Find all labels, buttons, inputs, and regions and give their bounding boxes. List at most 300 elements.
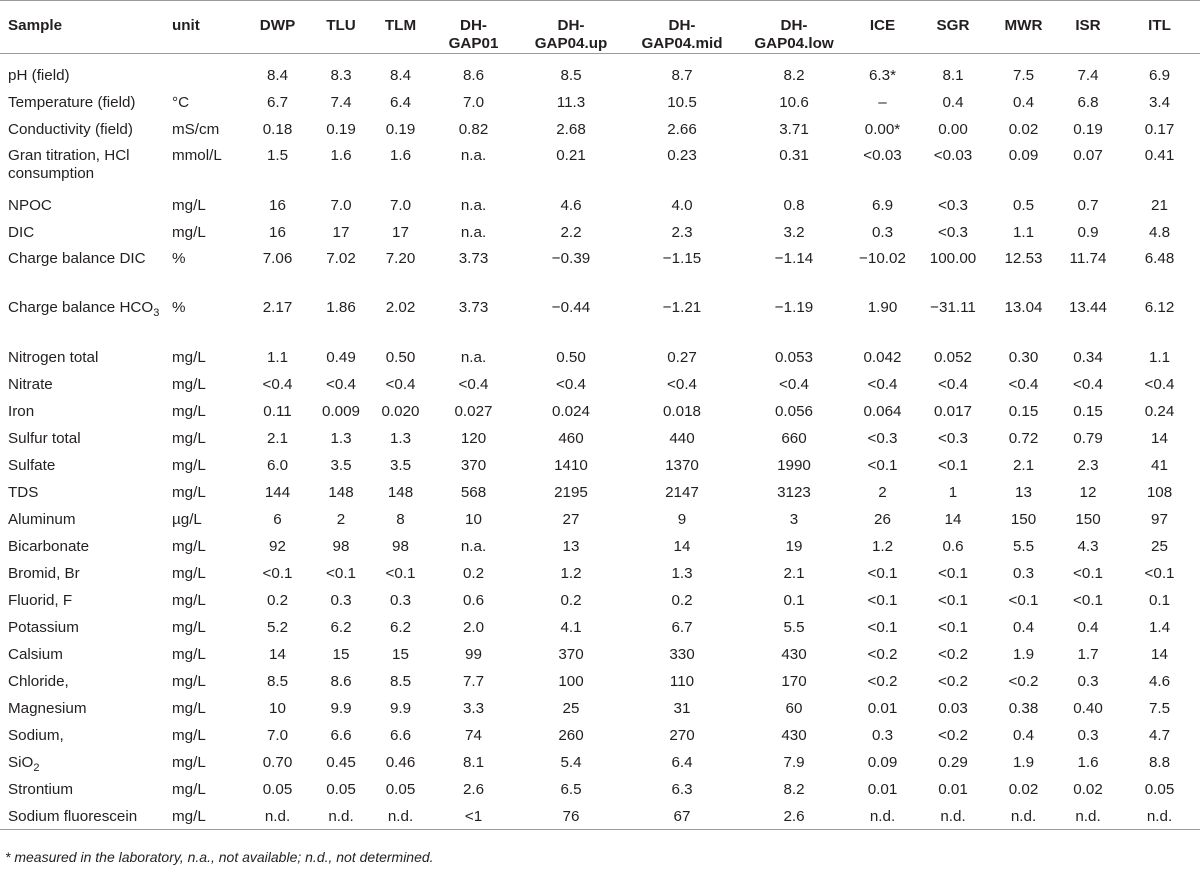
unit-cell: mg/L xyxy=(172,537,206,555)
value-cell: 148 xyxy=(328,483,354,501)
value-cell: 31 xyxy=(673,699,691,717)
value-cell: 6.5 xyxy=(560,780,582,798)
value-cell: 2.1 xyxy=(783,564,805,582)
value-cell: 60 xyxy=(785,699,803,717)
value-cell: 2.17 xyxy=(262,298,293,316)
table-row xyxy=(0,749,1200,776)
value-cell: 8.5 xyxy=(389,672,412,690)
value-cell: 1.90 xyxy=(867,298,898,316)
value-cell: 144 xyxy=(264,483,291,501)
value-cell: 4.0 xyxy=(671,196,693,214)
value-cell: 4.6 xyxy=(560,196,582,214)
value-cell: 0.41 xyxy=(1144,146,1175,164)
value-cell: 25 xyxy=(1151,537,1168,555)
unit-cell: mg/L xyxy=(172,348,206,366)
value-cell: 0.70 xyxy=(262,753,293,771)
table-row xyxy=(0,246,1200,295)
value-cell: 1.1 xyxy=(266,348,289,366)
parameter-name xyxy=(0,371,166,398)
parameter-name xyxy=(0,425,166,452)
value-cell: 10.6 xyxy=(779,93,809,111)
value-cell: 0.38 xyxy=(1008,699,1039,717)
value-cell: 2147 xyxy=(665,483,699,501)
value-cell: 3 xyxy=(789,510,799,528)
value-cell: 430 xyxy=(781,645,807,663)
value-cell: <0.4 xyxy=(779,375,809,393)
value-cell: n.d. xyxy=(1057,803,1119,830)
value-cell: 8.1 xyxy=(462,753,485,771)
value-cell: 25 xyxy=(562,699,580,717)
value-cell: 0.018 xyxy=(662,402,701,420)
value-cell: 0.6 xyxy=(462,591,485,609)
value-cell: n.a. xyxy=(460,223,487,241)
parameter-name xyxy=(0,246,166,295)
value-cell: 7.7 xyxy=(462,672,485,690)
value-cell: 2.3 xyxy=(1077,456,1099,474)
value-cell: 0.6 xyxy=(942,537,964,555)
unit-cell: mg/L xyxy=(172,402,206,420)
value-cell: <0.3 xyxy=(867,429,898,447)
value-cell: 0.01 xyxy=(938,780,968,798)
value-cell: 0.24 xyxy=(1144,402,1175,420)
unit-cell xyxy=(166,54,244,89)
unit-cell: mg/L xyxy=(172,780,206,798)
value-cell: 98 xyxy=(392,537,409,555)
value-cell: 41 xyxy=(1151,456,1168,474)
parameter-name xyxy=(0,695,166,722)
value-cell: n.d. xyxy=(1119,803,1200,830)
value-cell: <0.4 xyxy=(556,375,586,393)
parameter-name-text: NPOC xyxy=(8,196,52,214)
parameter-name-text: Fluorid, F xyxy=(8,591,73,609)
parameter-name-text: DIC xyxy=(8,223,35,241)
value-cell: <0.1 xyxy=(385,564,416,582)
table-row xyxy=(0,695,1200,722)
value-cell: 3.4 xyxy=(1148,93,1171,111)
value-cell: 0.05 xyxy=(385,780,416,798)
value-cell: 0.027 xyxy=(454,402,493,420)
parameter-name xyxy=(0,219,166,246)
value-cell: 1.6 xyxy=(389,146,412,164)
value-cell: <0.2 xyxy=(867,672,898,690)
value-cell: 8.8 xyxy=(1148,753,1171,771)
value-cell: <0.1 xyxy=(326,564,356,582)
value-cell: 0.40 xyxy=(1073,699,1103,717)
value-cell: 0.02 xyxy=(1008,120,1039,138)
value-cell: 0.009 xyxy=(321,402,360,420)
value-cell: 7.4 xyxy=(330,93,352,111)
value-cell: 170 xyxy=(781,672,807,690)
value-cell: 3123 xyxy=(777,483,811,501)
parameter-name-text: Conductivity (field) xyxy=(8,120,133,138)
parameter-name-text: Charge balance HCO xyxy=(8,298,154,316)
parameter-name xyxy=(0,116,166,143)
value-cell: 13.44 xyxy=(1068,298,1107,316)
value-cell: 14 xyxy=(1151,645,1168,663)
value-cell: 6.7 xyxy=(671,618,693,636)
header-row xyxy=(0,1,1200,54)
parameter-name-text: SiO xyxy=(8,753,34,771)
table-row xyxy=(0,54,1200,89)
value-cell: <0.4 xyxy=(1008,375,1039,393)
value-cell: 5.5 xyxy=(1012,537,1035,555)
value-cell: 3.73 xyxy=(458,249,489,267)
value-cell: 8.6 xyxy=(462,67,485,84)
table-row xyxy=(0,641,1200,668)
parameter-name-text: Sulfate xyxy=(8,456,56,474)
value-cell: 2.0 xyxy=(462,618,485,636)
value-cell: 13.04 xyxy=(1004,298,1043,316)
value-cell: <0.2 xyxy=(938,672,968,690)
value-cell: <0.2 xyxy=(867,645,898,663)
parameter-name xyxy=(0,560,166,587)
table-row xyxy=(0,398,1200,425)
value-cell: 0.01 xyxy=(867,780,898,798)
column-header: DH-GAP04.mid xyxy=(625,1,739,54)
value-cell: 110 xyxy=(669,672,695,690)
parameter-name-text: Strontium xyxy=(8,780,73,798)
parameter-name-text: pH (field) xyxy=(8,67,70,84)
value-cell: 15 xyxy=(332,645,350,663)
unit-cell: % xyxy=(172,249,186,267)
value-cell: n.d. xyxy=(916,803,990,830)
value-cell: 1.86 xyxy=(326,298,356,316)
parameter-name-text: Sulfur total xyxy=(8,429,81,447)
unit-cell: mg/L xyxy=(166,803,244,830)
value-cell: 99 xyxy=(465,645,482,663)
column-header: TLU xyxy=(311,1,371,54)
value-cell: 1.3 xyxy=(330,429,352,447)
value-cell: 2 xyxy=(336,510,346,528)
value-cell: −0.39 xyxy=(551,249,591,267)
table-row xyxy=(0,425,1200,452)
value-cell: 7.06 xyxy=(262,249,293,267)
value-cell: 0.00* xyxy=(864,120,901,138)
value-cell: 6.6 xyxy=(389,726,412,744)
value-cell: 5.2 xyxy=(266,618,289,636)
value-cell: 260 xyxy=(558,726,584,744)
value-cell: 0.056 xyxy=(774,402,813,420)
value-cell: 1410 xyxy=(554,456,588,474)
value-cell: 1 xyxy=(948,483,958,501)
value-cell: 6.2 xyxy=(389,618,412,636)
value-cell: <0.1 xyxy=(938,564,968,582)
value-cell: 148 xyxy=(387,483,414,501)
value-cell: 0.052 xyxy=(933,348,972,366)
value-cell: 92 xyxy=(269,537,286,555)
parameter-name xyxy=(0,614,166,641)
parameter-name xyxy=(0,803,166,830)
value-cell: 3.5 xyxy=(330,456,352,474)
value-cell: 6.4 xyxy=(389,93,412,111)
value-cell: 0.3 xyxy=(1077,726,1099,744)
value-cell: 0.053 xyxy=(774,348,813,366)
column-header: ITL xyxy=(1119,1,1200,54)
value-cell: 0.19 xyxy=(385,120,416,138)
parameter-name xyxy=(0,668,166,695)
value-cell: 0.07 xyxy=(1073,146,1103,164)
table-row xyxy=(0,506,1200,533)
value-cell: <0.4 xyxy=(1073,375,1103,393)
value-cell: <0.03 xyxy=(933,146,973,164)
value-cell: 0.21 xyxy=(556,146,586,164)
value-cell: <0.3 xyxy=(938,429,968,447)
value-cell: n.d. xyxy=(990,803,1057,830)
value-cell: <0.4 xyxy=(867,375,898,393)
value-cell: 0.50 xyxy=(385,348,416,366)
value-cell: 0.4 xyxy=(1012,618,1035,636)
value-cell: 16 xyxy=(269,223,286,241)
value-cell: 4.7 xyxy=(1148,726,1171,744)
parameter-name xyxy=(0,587,166,614)
value-cell: 8.7 xyxy=(671,67,693,84)
value-cell: 11.74 xyxy=(1069,249,1107,267)
unit-cell: mg/L xyxy=(172,753,206,771)
value-cell: 1.9 xyxy=(1012,645,1035,663)
value-cell: 0.5 xyxy=(1012,196,1035,214)
value-cell: 100 xyxy=(558,672,584,690)
value-cell: n.a. xyxy=(460,348,487,366)
value-cell: 460 xyxy=(558,429,584,447)
parameter-name xyxy=(0,641,166,668)
value-cell: 0.8 xyxy=(783,196,805,214)
value-cell: 27 xyxy=(562,510,580,528)
value-cell: n.a. xyxy=(460,537,487,555)
value-cell: 0.042 xyxy=(863,348,902,366)
parameter-name-text: Calsium xyxy=(8,645,63,663)
value-cell: 26 xyxy=(874,510,891,528)
table-row xyxy=(0,587,1200,614)
value-cell: 0.17 xyxy=(1144,120,1175,138)
value-cell: 13 xyxy=(562,537,580,555)
unit-cell: mg/L xyxy=(172,196,206,214)
value-cell: 8.5 xyxy=(266,672,289,690)
value-cell: 0.00 xyxy=(938,120,968,138)
value-cell: 11.3 xyxy=(556,93,586,111)
value-cell: <0.1 xyxy=(867,456,898,474)
parameter-name xyxy=(0,398,166,425)
table-row xyxy=(0,479,1200,506)
value-cell: 5.5 xyxy=(783,618,805,636)
value-cell: 6.3 xyxy=(671,780,693,798)
value-cell: 0.4 xyxy=(1077,618,1099,636)
value-cell: 0.3 xyxy=(389,591,412,609)
parameter-name-text: Charge balance DIC xyxy=(8,249,146,267)
table-footnote: * measured in the laboratory, n.a., not available; n.d., not determined. xyxy=(5,849,434,865)
unit-cell: mg/L xyxy=(172,429,206,447)
parameter-name-text: Magnesium xyxy=(8,699,87,717)
value-cell: 0.017 xyxy=(933,402,972,420)
value-cell: 7.4 xyxy=(1077,67,1099,84)
parameter-name-text: TDS xyxy=(8,483,39,501)
parameter-name-text: Nitrogen total xyxy=(8,348,99,366)
value-cell: 0.03 xyxy=(938,699,968,717)
value-cell: 0.4 xyxy=(1012,726,1035,744)
value-cell: 2.3 xyxy=(671,223,693,241)
value-cell: 2 xyxy=(878,483,887,501)
table-row xyxy=(0,614,1200,641)
unit-cell: mg/L xyxy=(172,564,206,582)
value-cell: <0.2 xyxy=(938,645,968,663)
value-cell: 0.3 xyxy=(330,591,352,609)
value-cell: 15 xyxy=(392,645,409,663)
value-cell: 2.02 xyxy=(385,298,416,316)
value-cell: 0.27 xyxy=(667,348,697,366)
value-cell: <0.2 xyxy=(1008,672,1039,690)
value-cell: 0.3 xyxy=(1012,564,1035,582)
value-cell: 0.34 xyxy=(1073,348,1103,366)
table-row xyxy=(0,533,1200,560)
value-cell: 0.50 xyxy=(556,348,586,366)
table-row xyxy=(0,371,1200,398)
value-cell: 0.4 xyxy=(1012,93,1035,111)
unit-cell: mg/L xyxy=(172,223,206,241)
value-cell: 0.2 xyxy=(671,591,693,609)
parameter-name-text: Potassium xyxy=(8,618,79,636)
value-cell: <0.4 xyxy=(262,375,293,393)
value-cell: 6.12 xyxy=(1144,298,1175,316)
unit-cell: mg/L xyxy=(172,618,206,636)
value-cell: 2.68 xyxy=(556,120,586,138)
table-row xyxy=(0,219,1200,246)
value-cell: 0.15 xyxy=(1008,402,1039,420)
value-cell: 0.7 xyxy=(1077,196,1099,214)
unit-cell: mg/L xyxy=(172,483,206,501)
parameter-name-text: Aluminum xyxy=(8,510,76,528)
value-cell: 0.09 xyxy=(1008,146,1039,164)
parameter-name-text: Chloride, xyxy=(8,672,69,690)
value-cell: 0.2 xyxy=(560,591,582,609)
value-cell: 3.71 xyxy=(779,120,809,138)
value-cell: 0.46 xyxy=(385,753,416,771)
value-cell: −0.44 xyxy=(551,298,591,316)
value-cell: <0.1 xyxy=(1144,564,1175,582)
value-cell: n.d. xyxy=(311,803,371,830)
value-cell: 21 xyxy=(1151,196,1168,214)
value-cell: 1.1 xyxy=(1148,348,1171,366)
parameter-name-text: Bromid, Br xyxy=(8,564,80,582)
parameter-name xyxy=(0,533,166,560)
value-cell: <0.1 xyxy=(867,618,898,636)
value-cell: 6.2 xyxy=(330,618,352,636)
value-cell: 6.9 xyxy=(1148,67,1171,84)
value-cell: <0.03 xyxy=(863,146,902,164)
value-cell: 74 xyxy=(465,726,482,744)
value-cell: 7.5 xyxy=(1012,67,1035,84)
parameter-name xyxy=(0,479,166,506)
table-row xyxy=(0,89,1200,116)
value-cell: 19 xyxy=(785,537,803,555)
value-cell: 5.4 xyxy=(560,753,582,771)
value-cell: 6.48 xyxy=(1144,249,1175,267)
value-cell: 0.72 xyxy=(1008,429,1039,447)
value-cell: −1.21 xyxy=(662,298,702,316)
value-cell: −31.11 xyxy=(930,298,976,316)
value-cell: <0.4 xyxy=(938,375,968,393)
table-row xyxy=(0,803,1200,830)
unit-cell: °C xyxy=(172,93,190,111)
value-cell: <0.3 xyxy=(938,223,968,241)
column-header: DH-GAP04.low xyxy=(739,1,849,54)
value-cell: 4.3 xyxy=(1077,537,1099,555)
value-cell: 8.4 xyxy=(266,67,289,84)
unit-cell: mg/L xyxy=(172,672,206,690)
value-cell: 12 xyxy=(1079,483,1097,501)
value-cell: 0.01 xyxy=(867,699,898,717)
value-cell: <0.1 xyxy=(867,591,898,609)
value-cell: 330 xyxy=(669,645,695,663)
value-cell: n.a. xyxy=(460,146,487,164)
parameter-name xyxy=(0,192,166,219)
value-cell: 1.2 xyxy=(560,564,582,582)
value-cell: 0.9 xyxy=(1077,223,1099,241)
value-cell: 98 xyxy=(332,537,350,555)
value-cell: 8.4 xyxy=(389,67,412,84)
value-cell: 120 xyxy=(460,429,487,447)
column-header: TLM xyxy=(371,1,430,54)
value-cell: 1.7 xyxy=(1077,645,1099,663)
value-cell: 2.6 xyxy=(462,780,485,798)
value-cell: 8 xyxy=(396,510,405,528)
value-cell: 1.3 xyxy=(671,564,693,582)
value-cell: 67 xyxy=(625,803,739,830)
value-cell: <0.1 xyxy=(938,618,968,636)
value-cell: 1.5 xyxy=(266,146,289,164)
table-row xyxy=(0,116,1200,143)
value-cell: 1.6 xyxy=(330,146,352,164)
parameter-name-subscript: 2 xyxy=(33,761,40,774)
value-cell: 0.064 xyxy=(863,402,902,420)
parameter-name xyxy=(0,344,166,371)
parameter-name-text: Iron xyxy=(8,402,35,420)
value-cell: 13 xyxy=(1015,483,1032,501)
column-header: ICE xyxy=(849,1,916,54)
value-cell: 0.11 xyxy=(263,402,292,420)
value-cell: 2.1 xyxy=(266,429,289,447)
value-cell: 12.53 xyxy=(1004,249,1043,267)
value-cell: 0.29 xyxy=(938,753,968,771)
value-cell: 0.2 xyxy=(462,564,485,582)
value-cell: <0.4 xyxy=(1144,375,1175,393)
value-cell: <0.4 xyxy=(458,375,489,393)
value-cell: 0.02 xyxy=(1073,780,1103,798)
value-cell: 568 xyxy=(460,483,487,501)
table-row xyxy=(0,722,1200,749)
value-cell: n.d. xyxy=(371,803,430,830)
unit-cell: mg/L xyxy=(172,456,206,474)
value-cell: 0.30 xyxy=(1008,348,1039,366)
value-cell: 17 xyxy=(392,223,409,241)
value-cell: 0.05 xyxy=(262,780,293,798)
value-cell: 14 xyxy=(944,510,962,528)
value-cell: 0.09 xyxy=(867,753,898,771)
value-cell: 2.66 xyxy=(667,120,697,138)
value-cell: 660 xyxy=(781,429,807,447)
value-cell: −1.15 xyxy=(662,249,702,267)
value-cell: <0.4 xyxy=(385,375,416,393)
value-cell: 150 xyxy=(1075,510,1101,528)
unit-cell: % xyxy=(172,298,186,316)
unit-cell: mg/L xyxy=(172,591,206,609)
value-cell: 0.79 xyxy=(1073,429,1103,447)
value-cell: 8.5 xyxy=(560,67,582,84)
value-cell: 8.3 xyxy=(330,67,352,84)
value-cell: 100.00 xyxy=(929,249,977,267)
unit-cell: mg/L xyxy=(172,699,206,717)
value-cell: 1.4 xyxy=(1148,618,1171,636)
value-cell: 108 xyxy=(1146,483,1173,501)
value-cell: −1.19 xyxy=(774,298,814,316)
